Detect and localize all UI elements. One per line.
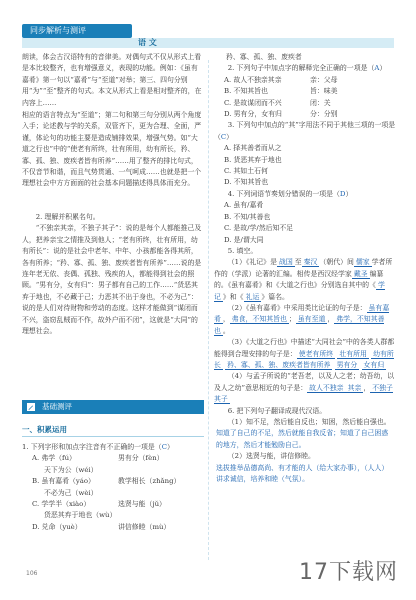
question-2-text: 2. 下列句子中加点字的解释完全正确的一项是（ — [227, 64, 375, 73]
q5-1-answer-3: 儒家 — [355, 258, 370, 267]
q5-part-3 — [214, 337, 396, 371]
question-5-stem: 5. 填空。 — [227, 246, 258, 255]
q5-2-answer-1: 虽有嘉肴 — [214, 303, 390, 324]
question-1-stem — [22, 442, 204, 453]
q3-option-a: A. 择其善者而从之 — [224, 144, 282, 153]
q5-1-text-c: （朝代）间 — [319, 258, 354, 267]
q5-1-answer-6: 礼运 — [245, 292, 260, 301]
site-logo: 17下载网 — [299, 560, 398, 585]
q5-4-answer-2: 其亲 — [347, 383, 362, 392]
q5-2-text: （2）《虽有嘉肴》中采用类比论证的句子是： — [227, 303, 367, 312]
header-subject: 语 文 — [138, 38, 157, 47]
question-1-text: 1. 下列字形和加点字注音有不正确的一项是（ — [22, 443, 162, 451]
q6-part-1: （1）知不足，然后能自反也；知困，然后能自强也。 — [227, 418, 391, 426]
question-1-answer: C — [161, 443, 167, 451]
question-1-row-c — [22, 499, 204, 510]
question-1-tail: ） — [166, 443, 174, 451]
q5-2-answer-3: 虽有至道 — [297, 315, 326, 324]
question-3-text: 3. 下列句中加点的“其”字用法不同于其他三项的一项是（ — [214, 121, 396, 141]
page-header — [22, 22, 394, 48]
q5-1-text-a: （1）《礼记》是 — [227, 258, 277, 267]
q2-option-b-gloss: 旨：味美 — [310, 87, 338, 96]
option-a-3: 天下为公（wéi） — [44, 465, 98, 474]
q4-option-a: A. 虽有/嘉肴 — [224, 201, 264, 210]
question-4-text: 4. 下列词语节奏划分错误的一项是（ — [227, 189, 340, 198]
question-1-row-a — [22, 453, 204, 464]
q3-option-b: B. 货恶其弃于地也 — [224, 155, 282, 164]
option-d-1: D. 兑命（yuè） — [32, 522, 82, 531]
q5-1-text-b: 至 — [294, 258, 302, 267]
option-a-1: A. 弗学（fú） — [32, 454, 76, 463]
q5-2-sep-2: ； — [288, 315, 296, 324]
q4-option-c: C. 是故/学/然后知不足 — [224, 224, 294, 233]
q5-2-sep-1: ， — [222, 315, 230, 324]
left-paragraph-3: “不独亲其亲，不独子其子”：说的是每个人都能推己及人，把养亲宝之情推及到他人；“老有所终，壮有所用，幼有所长”：说的是社会中老年、中年、小孩都能各得其所，各有所养；“矜、寡、孤、独、废疾者皆有所养”……说的是连年老无依、丧偶、孤独、残疾的人，都能得到社会的照顾。“男有分，女有归”：男子都有自己的工作……“货恶其弃于地也，不必藏于己；力恶其不出于身也，不必为己”：说的是人们对待财物和劳动的态度。这样才能做到“谋闭而不兴，盗窃乱贼而不作，故外户而不闭”，这就是“大同”的理想社会。 — [22, 224, 202, 336]
q5-2-answer-4: 弗学，不知其善也 — [214, 315, 385, 335]
q5-3-answer-2: 壮有所用 — [339, 349, 367, 358]
q5-2-answer-2: 弗食，不知其旨也 — [231, 315, 287, 324]
option-c-1: C. 学学半（xiào） — [32, 500, 91, 509]
q2-option-a: A. 故人不独亲其亲 — [224, 75, 282, 84]
question-4-stem — [214, 189, 396, 200]
pencil-icon — [26, 402, 36, 412]
question-2-tail: ） — [379, 64, 387, 73]
header-tag: 同步解析与测评 — [22, 24, 132, 38]
question-4-tail: ） — [345, 189, 353, 198]
page-number: 106 — [26, 570, 38, 577]
option-b-2: 教学相长（zhǎng） — [118, 477, 181, 486]
question-2-stem — [214, 63, 396, 74]
q6-part-2: （2）选贤与能，讲信修睦。 — [227, 452, 315, 461]
q5-4-text: （4）与孟子所说的“老吾老，以及人之老；幼吾幼，以及人之幼”意思相近的句子是： — [214, 372, 395, 392]
column-divider — [208, 60, 209, 560]
q2-option-c: C. 是故谋闭而不兴 — [224, 98, 282, 107]
q5-3-answer-5: 男有分 — [336, 360, 358, 369]
q2-option-a-gloss: 亲：父母 — [310, 75, 338, 84]
question-6-stem: 6. 把下列句子翻译成现代汉语。 — [227, 406, 327, 415]
option-c-3: 货恶其弃于地也（wù） — [44, 511, 117, 520]
question-4-answer: D — [339, 189, 346, 198]
question-2-answer: A — [374, 64, 380, 73]
q5-1-answer-5: 学记 — [214, 281, 385, 301]
question-3-tail: ） — [226, 132, 234, 141]
question-2-row-b — [214, 86, 396, 97]
q5-1-text-g: 》和《 — [222, 292, 244, 301]
question-2-row-a — [214, 75, 396, 86]
question-1-row-b — [22, 476, 204, 487]
question-2-row-d — [214, 109, 396, 120]
q5-1-text-f: 编纂的。《虽有嘉肴》和《大道之行也》分别选自其中的《 — [214, 269, 384, 290]
option-d-2: 讲信修睦（mù） — [118, 522, 171, 531]
q5-1-answer-2: 秦汉 — [303, 258, 318, 267]
q5-part-4: （4）与孟子所说的“老吾老，以及人之老；幼吾幼，以及人之幼”意思相近的句子是： 故人不独亲 其亲 ， 不独子其子 — [214, 372, 395, 404]
left-paragraph-1: 朗读，体会古汉语特有的音律美。对偶句式不仅从形式上看是本比较整齐，也有增强意义，表现的功能。例如：《虽有嘉肴》第一句以“嘉肴”与“至道”对举；第三、四句分别用“为”“至”整齐的句式。本文从形式上看是相对整齐的，在内容上…… — [22, 53, 202, 107]
q3-option-d: D. 不知其旨也 — [224, 178, 269, 187]
q5-3-answer-6: 女有归 — [363, 360, 385, 369]
q5-part-1 — [214, 257, 396, 303]
q2-option-d-gloss: 分：分别 — [310, 110, 338, 119]
q5-4-answer-1: 故人不独亲 — [309, 383, 344, 392]
q5-1-text-e: （学派）论著的汇编。相传是西汉经学家 — [227, 269, 352, 278]
question-3-stem — [214, 120, 396, 143]
subsection-title: 一、积累运用 — [22, 425, 67, 434]
question-1-row-d — [22, 522, 204, 533]
left-item-2: 2. 理解并积累名句。 — [35, 213, 100, 221]
q5-3-text: （3）《大道之行也》中描述“大同社会”中的各类人群都能得到合理安排的句子是： — [214, 338, 395, 358]
q2-option-c-gloss: 闭：关 — [310, 98, 331, 107]
header-band — [22, 38, 394, 48]
option-a-2: 男有分（fèn） — [118, 454, 164, 463]
option-c-2: 选贤与能（jǔ） — [118, 500, 166, 509]
left-paragraph-2: 相应的语言特点为“至道”；第二句和第三句分别从两个角度入手；论述教与学的关系，双管齐下，更为合理、全面，严谨，体论句的功能主要是造成铺排效果，增强气势。如“大道之行也”中的“使老有所终，壮有所用，幼有所长，矜、寡、孤、独、废疾者皆有所养”……用了整齐的排比句式，不仅音节和谐，而且气势贯通、一气呵成……也就是把一个理想社会中方方面面的社会基本问题描述得具体而充分。 — [22, 111, 202, 188]
q5-3-answer-3: 幼有所长 — [214, 349, 394, 369]
q6-part-2-answer: 选拔推举品德高尚、有才能的人（给大家办事），（人人）讲求诚信，培养和睦（气氛）。 — [216, 463, 389, 484]
q5-1-text-h: 》篇名。 — [261, 292, 289, 301]
q5-4-answer-3: 不独子其子 — [214, 383, 393, 404]
option-b-1: B. 虽有嘉肴（yáo） — [32, 477, 95, 486]
q5-2-sep-3: ， — [327, 315, 335, 324]
q3-option-c: C. 其如土石何 — [224, 167, 268, 176]
q4-option-d: D. 是/谓大同 — [224, 235, 264, 244]
q6-part-1-answer: 知道了自己的不足，然后就能自我反省；知道了自己困惑的地方，然后才能勉励自己。 — [216, 429, 389, 449]
q5-part-2 — [214, 303, 396, 337]
q5-3-answer-1: 使老有所终 — [298, 349, 334, 358]
right-column — [214, 52, 396, 485]
section-title: 基础测评 — [42, 402, 72, 411]
right-top-line: 矜、寡、孤、独、废疾者 — [226, 53, 302, 61]
option-b-3: 不必为己（wèi） — [44, 488, 98, 497]
q5-1-answer-4: 戴圣 — [353, 269, 368, 278]
q4-option-b: B. 不知/其善也 — [224, 212, 271, 221]
q5-3-answer-4: 矜、寡、孤、独、废疾者皆有所养 — [227, 360, 331, 369]
q5-2-sep-4: 。 — [222, 326, 230, 335]
question-1 — [22, 442, 204, 533]
q5-1-answer-1: 战国 — [278, 258, 293, 267]
subsection-rule — [22, 436, 204, 437]
section-bar — [22, 400, 204, 414]
q5-1-text-d: 学者所作的 — [214, 258, 393, 278]
q2-option-d: D. 男有分，女有归 — [224, 110, 282, 119]
question-3-answer: C — [220, 132, 227, 141]
left-column — [22, 52, 204, 405]
question-2-row-c — [214, 98, 396, 109]
q2-option-b: B. 不知其旨也 — [224, 87, 268, 96]
